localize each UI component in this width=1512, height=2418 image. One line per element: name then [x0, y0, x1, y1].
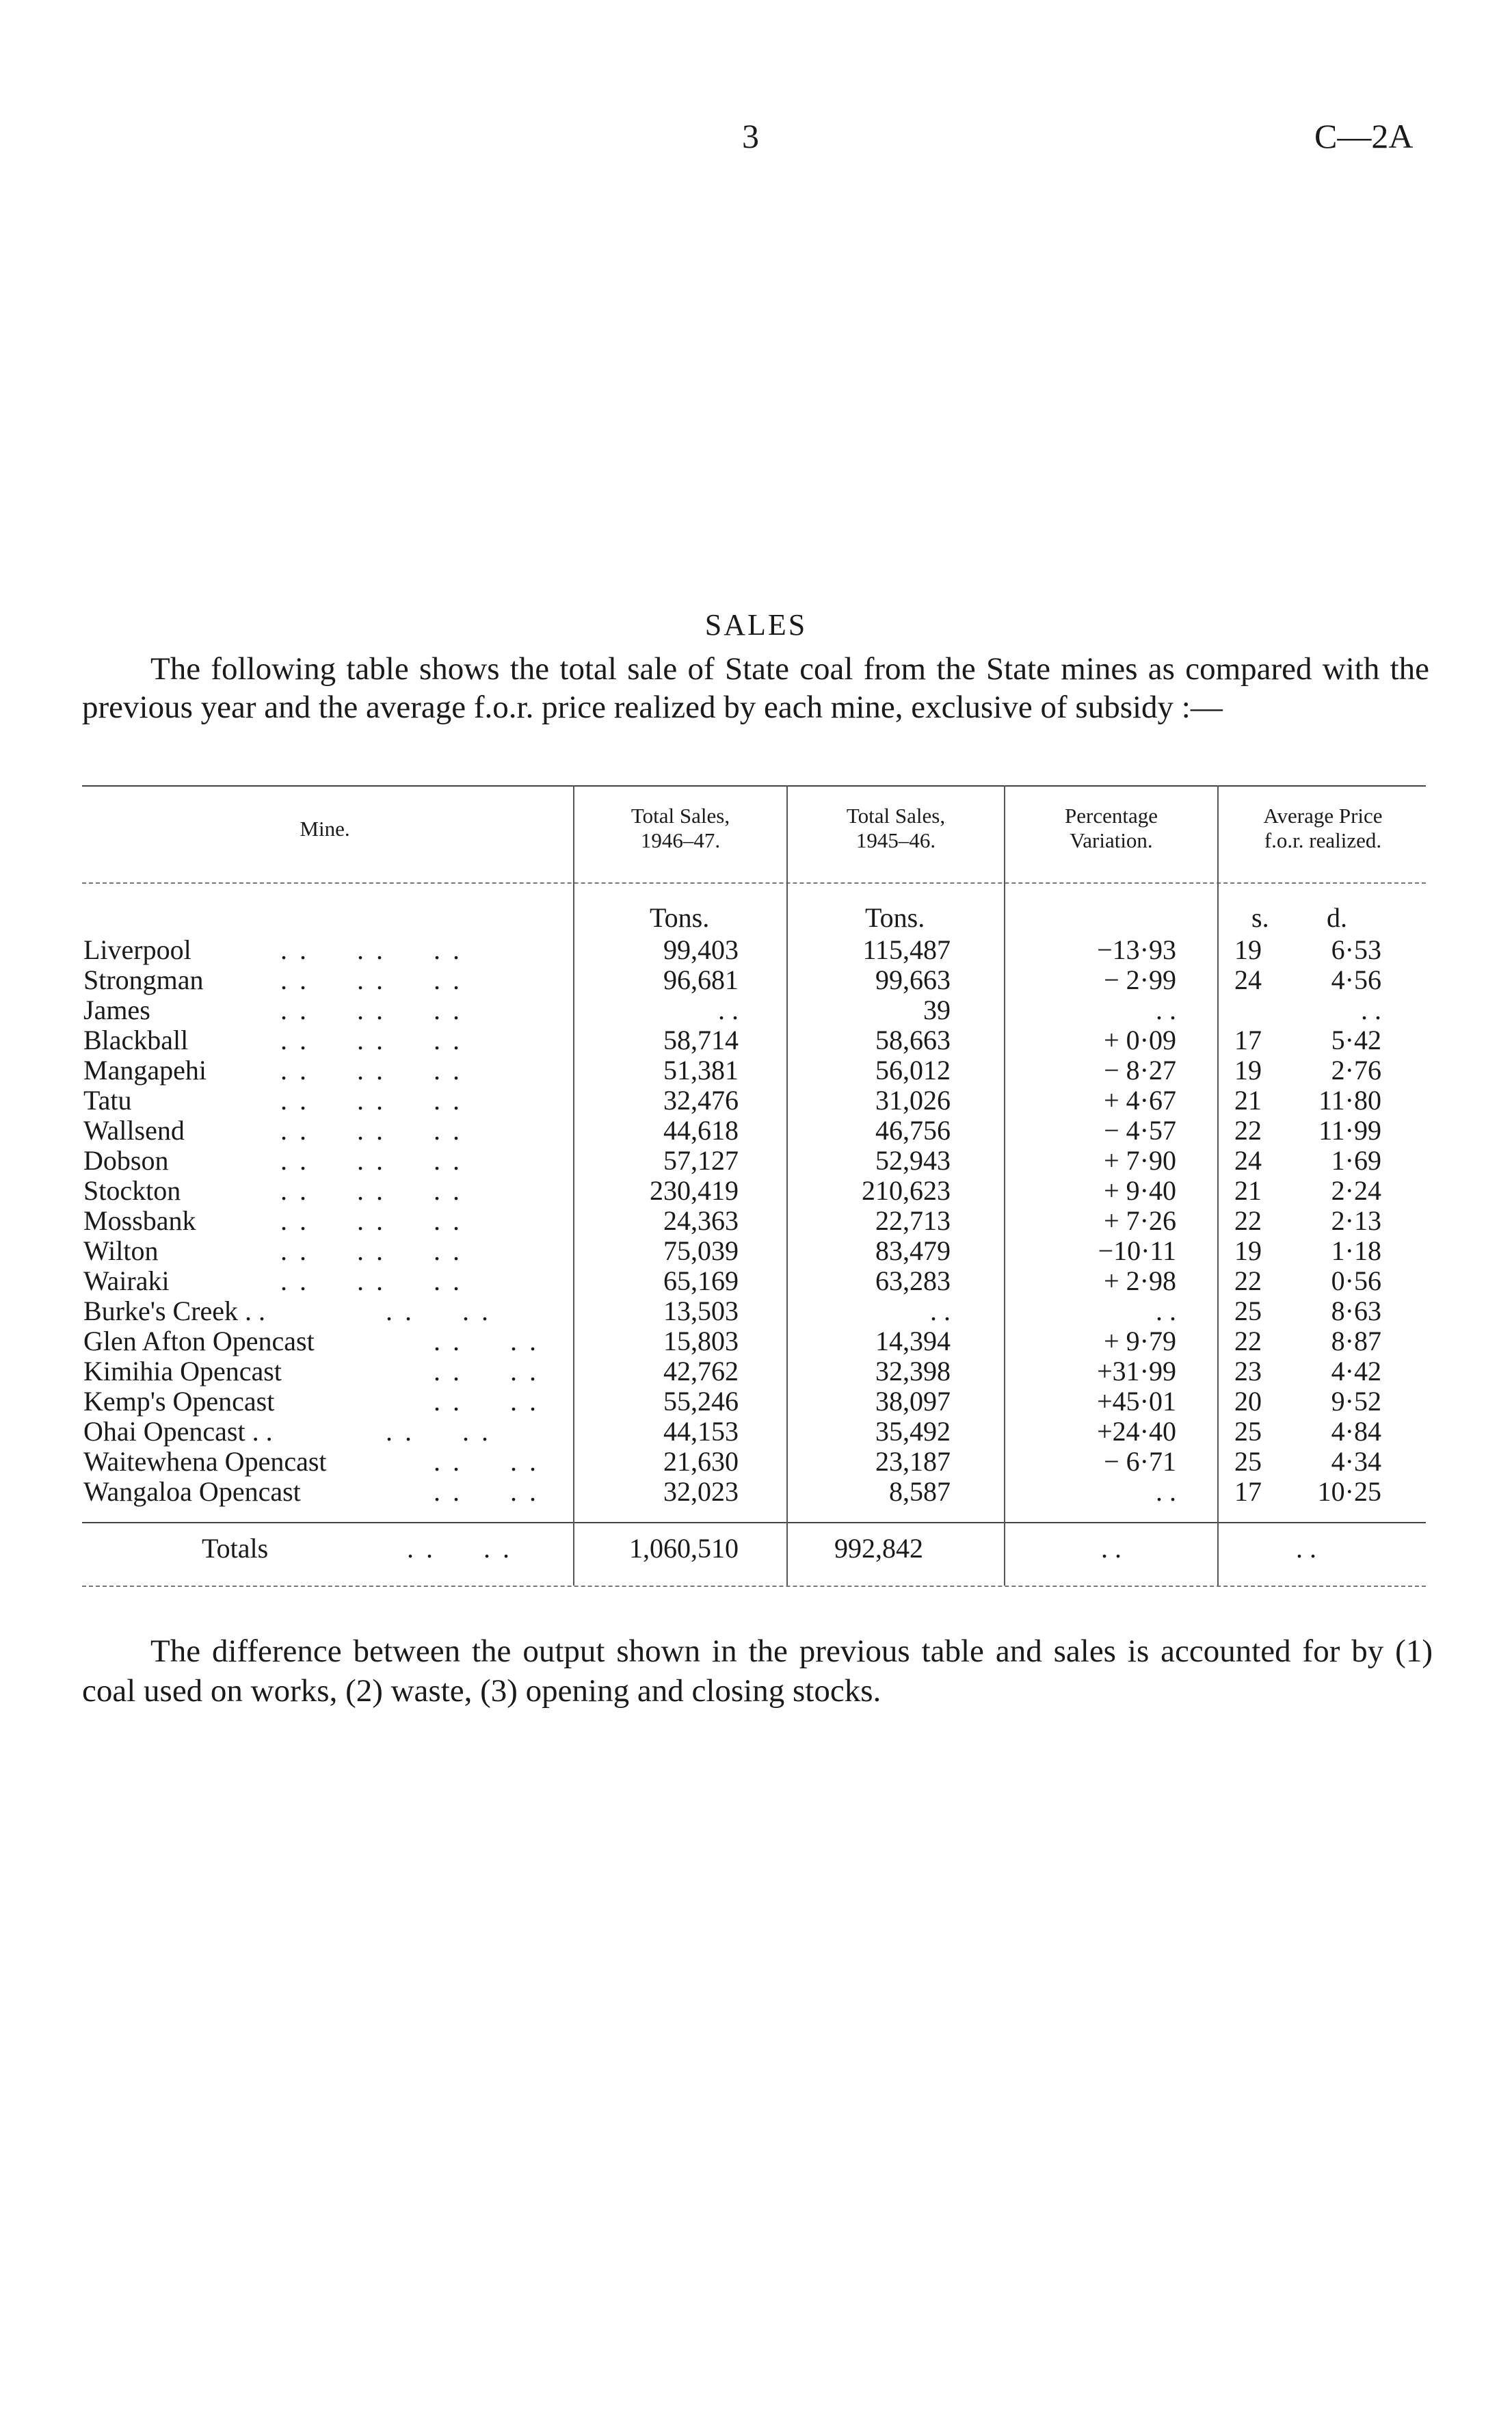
sales-1946-47: 24,363 — [663, 1205, 739, 1236]
page-number: 3 — [742, 117, 759, 155]
leader-dots: . . . . . . — [280, 1205, 462, 1236]
sales-1945-46: 83,479 — [875, 1235, 951, 1266]
sales-1946-47: 32,023 — [663, 1476, 739, 1507]
price-pence: 5·42 — [1331, 1025, 1381, 1055]
percentage-variation: + 7·90 — [1104, 1145, 1176, 1176]
price-pence: 11·99 — [1318, 1115, 1381, 1146]
unit-shillings: s. — [1251, 902, 1269, 933]
header-line: f.o.r. realized. — [1264, 828, 1382, 852]
intro-paragraph: The following table shows the total sale of State coal from the State mines as compared with the previous year and the average f.o.r. price realized by each mine, exclusive of subsidy :— — [82, 651, 1429, 725]
mine-name: Blackball — [83, 1025, 189, 1055]
closing-paragraph: The difference between the output shown in the previous table and sales is accounted for by (1) coal used on works, (2) waste, (3) opening and closing stocks. — [82, 1633, 1433, 1709]
sales-1945-46: 31,026 — [875, 1085, 951, 1116]
leader-dots: . . . . . . — [280, 964, 462, 995]
price-pence: 4·34 — [1331, 1446, 1381, 1477]
percentage-variation: +45·01 — [1097, 1386, 1176, 1417]
price-shillings: 21 — [1234, 1175, 1262, 1206]
mine-name: Dobson — [83, 1145, 169, 1176]
leader-dots: . . . . . . — [280, 1085, 462, 1116]
percentage-variation: + 7·26 — [1104, 1205, 1176, 1236]
sales-1946-47: 55,246 — [663, 1386, 739, 1417]
leader-dots: . . . . . . — [280, 1175, 462, 1206]
unit-tons-1945-46: Tons. — [865, 902, 925, 933]
percentage-variation: + 9·40 — [1104, 1175, 1176, 1206]
leader-dots: . . . . . . — [280, 1055, 462, 1086]
price-shillings: 25 — [1234, 1416, 1262, 1447]
percentage-variation: +31·99 — [1097, 1356, 1176, 1387]
totals-leader-dots: . . . . — [407, 1533, 512, 1564]
header-percentage-variation — [1005, 804, 1217, 853]
price-pence: 0·56 — [1331, 1265, 1381, 1296]
percentage-variation: + 2·98 — [1104, 1265, 1176, 1296]
price-shillings: 25 — [1234, 1296, 1262, 1326]
header-sales-1946-47 — [574, 804, 786, 853]
leader-dots: . . . . . . — [280, 934, 462, 965]
leader-dots: . . . . . . — [280, 1235, 462, 1266]
price-shillings: 19 — [1234, 934, 1262, 965]
leader-dots: . . . . — [280, 1386, 539, 1417]
sales-1946-47: 57,127 — [663, 1145, 739, 1176]
price-pence: 8·87 — [1331, 1326, 1381, 1356]
price-shillings: 22 — [1234, 1205, 1262, 1236]
totals-price: . . — [1296, 1533, 1316, 1564]
percentage-variation: − 8·27 — [1104, 1055, 1176, 1086]
header-line: Average Price — [1263, 804, 1383, 828]
price-pence: 1·69 — [1331, 1145, 1381, 1176]
totals-sales-1946-47: 1,060,510 — [629, 1533, 739, 1564]
sales-1945-46: 39 — [923, 995, 951, 1025]
mine-name: Glen Afton Opencast — [83, 1326, 315, 1356]
table-row — [0, 1024, 1512, 1054]
sales-1946-47: 42,762 — [663, 1356, 739, 1387]
header-line: Total Sales, — [631, 804, 730, 828]
price-pence: 2·13 — [1331, 1205, 1381, 1236]
mine-name: Wallsend — [83, 1115, 185, 1146]
sales-1945-46: 23,187 — [875, 1446, 951, 1477]
price-shillings: 23 — [1234, 1356, 1262, 1387]
price-shillings: 22 — [1234, 1265, 1262, 1296]
table-row — [0, 1054, 1512, 1084]
unit-pence: d. — [1327, 902, 1347, 933]
price-pence: 11·80 — [1318, 1085, 1381, 1116]
percentage-variation: . . — [1156, 1476, 1176, 1507]
leader-dots: . . . . — [280, 1356, 539, 1387]
mine-name: Stockton — [83, 1175, 181, 1206]
sales-1946-47: 21,630 — [663, 1446, 739, 1477]
sales-1945-46: 58,663 — [875, 1025, 951, 1055]
totals-row — [0, 1532, 1512, 1566]
header-line: 1945–46. — [856, 828, 936, 852]
sales-1945-46: 35,492 — [875, 1416, 951, 1447]
price-pence: 2·76 — [1331, 1055, 1381, 1086]
leader-dots: . . . . — [280, 1326, 539, 1356]
table-row — [0, 1235, 1512, 1265]
sales-1945-46: 63,283 — [875, 1265, 951, 1296]
sales-1946-47: . . — [718, 995, 739, 1025]
leader-dots: . . . . — [280, 1446, 539, 1477]
sales-1946-47: 51,381 — [663, 1055, 739, 1086]
price-shillings: 19 — [1234, 1235, 1262, 1266]
leader-dots: . . . . — [280, 1296, 491, 1326]
price-pence: 4·84 — [1331, 1416, 1381, 1447]
sales-1946-47: 32,476 — [663, 1085, 739, 1116]
sales-1945-46: 46,756 — [875, 1115, 951, 1146]
price-shillings: 17 — [1234, 1025, 1262, 1055]
table-row — [0, 994, 1512, 1024]
mine-name: Wairaki — [83, 1265, 170, 1296]
percentage-variation: −13·93 — [1097, 934, 1176, 965]
sales-1945-46: 210,623 — [862, 1175, 951, 1206]
header-line: Total Sales, — [846, 804, 946, 828]
leader-dots: . . . . . . — [280, 1025, 462, 1055]
table-row — [0, 1295, 1512, 1325]
leader-dots: . . . . . . — [280, 1265, 462, 1296]
leader-dots: . . . . . . — [280, 1115, 462, 1146]
table-row — [0, 1084, 1512, 1114]
sales-1945-46: 115,487 — [862, 934, 951, 965]
mine-name: Mossbank — [83, 1205, 196, 1236]
price-pence: 4·42 — [1331, 1356, 1381, 1387]
mine-name: Kimihia Opencast — [83, 1356, 282, 1387]
percentage-variation: + 4·67 — [1104, 1085, 1176, 1116]
mine-name: Tatu — [83, 1085, 132, 1116]
totals-variation: . . — [1101, 1533, 1122, 1564]
price-pence: 2·24 — [1331, 1175, 1381, 1206]
mine-name: Wangaloa Opencast — [83, 1476, 301, 1507]
price-shillings: 17 — [1234, 1476, 1262, 1507]
sales-1946-47: 75,039 — [663, 1235, 739, 1266]
mine-name: Mangapehi — [83, 1055, 207, 1086]
sales-1946-47: 65,169 — [663, 1265, 739, 1296]
sales-1945-46: 14,394 — [875, 1326, 951, 1356]
document-reference: C—2A — [1314, 117, 1414, 155]
percentage-variation: + 9·79 — [1104, 1326, 1176, 1356]
sales-1945-46: 8,587 — [889, 1476, 951, 1507]
price-pence: 4·56 — [1331, 964, 1381, 995]
percentage-variation: + 0·09 — [1104, 1025, 1176, 1055]
sales-1945-46: 52,943 — [875, 1145, 951, 1176]
table-row — [0, 1114, 1512, 1144]
sales-1946-47: 96,681 — [663, 964, 739, 995]
table-bottom-rule — [82, 1586, 1426, 1587]
percentage-variation: − 6·71 — [1104, 1446, 1176, 1477]
mine-name: Strongman — [83, 964, 204, 995]
header-mine: Mine. — [300, 817, 350, 841]
table-row — [0, 1475, 1512, 1506]
sales-1946-47: 13,503 — [663, 1296, 739, 1326]
sales-1946-47: 99,403 — [663, 934, 739, 965]
unit-tons-1946-47: Tons. — [650, 902, 710, 933]
percentage-variation: − 4·57 — [1104, 1115, 1176, 1146]
sales-1946-47: 44,618 — [663, 1115, 739, 1146]
header-line: Percentage — [1065, 804, 1158, 828]
sales-1945-46: 56,012 — [875, 1055, 951, 1086]
table-row — [0, 964, 1512, 994]
sales-1945-46: . . — [930, 1296, 951, 1326]
sales-1945-46: 22,713 — [875, 1205, 951, 1236]
price-shillings: 19 — [1234, 1055, 1262, 1086]
sales-1946-47: 15,803 — [663, 1326, 739, 1356]
mine-name: Waitewhena Opencast — [83, 1446, 327, 1477]
header-sales-1945-46 — [788, 804, 1004, 853]
header-average-price — [1219, 804, 1427, 853]
price-pence: 8·63 — [1331, 1296, 1381, 1326]
mine-name: James — [83, 995, 150, 1025]
percentage-variation: − 2·99 — [1104, 964, 1176, 995]
price-pence: 6·53 — [1331, 934, 1381, 965]
table-row — [0, 1445, 1512, 1475]
mine-name: Ohai Opencast . . — [83, 1416, 273, 1447]
mine-name: Liverpool — [83, 934, 191, 965]
percentage-variation: +24·40 — [1097, 1416, 1176, 1447]
table-body — [0, 934, 1512, 1506]
price-pence: 9·52 — [1331, 1386, 1381, 1417]
table-row — [0, 1415, 1512, 1445]
leader-dots: . . . . — [280, 1416, 491, 1447]
percentage-variation: −10·11 — [1098, 1235, 1176, 1266]
sales-1945-46: 38,097 — [875, 1386, 951, 1417]
totals-sales-1945-46: 992,842 — [834, 1533, 923, 1564]
price-pence: 1·18 — [1331, 1235, 1381, 1266]
header-line: 1946–47. — [640, 828, 721, 852]
table-row — [0, 1325, 1512, 1355]
leader-dots: . . . . — [280, 1476, 539, 1507]
table-row — [0, 934, 1512, 964]
price-shillings: 24 — [1234, 964, 1262, 995]
header-line: Variation. — [1070, 828, 1153, 852]
price-shillings: 21 — [1234, 1085, 1262, 1116]
price-pence: 10·25 — [1317, 1476, 1381, 1507]
leader-dots: . . . . . . — [280, 1145, 462, 1176]
table-row — [0, 1144, 1512, 1174]
price-shillings: 22 — [1234, 1115, 1262, 1146]
header-rule — [82, 882, 1426, 884]
table-row — [0, 1174, 1512, 1205]
table-top-rule — [82, 785, 1426, 787]
mine-name: Kemp's Opencast — [83, 1386, 275, 1417]
price-shillings: 25 — [1234, 1446, 1262, 1477]
table-row — [0, 1355, 1512, 1385]
table-row — [0, 1385, 1512, 1415]
sales-1946-47: 58,714 — [663, 1025, 739, 1055]
totals-rule — [82, 1522, 1426, 1523]
leader-dots: . . . . . . — [280, 995, 462, 1025]
table-row — [0, 1205, 1512, 1235]
sales-1946-47: 230,419 — [650, 1175, 739, 1206]
mine-name: Burke's Creek . . — [83, 1296, 266, 1326]
section-heading: SALES — [704, 608, 808, 642]
table-row — [0, 1265, 1512, 1295]
price-pence: . . — [1361, 995, 1381, 1025]
price-shillings: 22 — [1234, 1326, 1262, 1356]
percentage-variation: . . — [1156, 1296, 1176, 1326]
totals-label: Totals — [202, 1533, 269, 1564]
sales-1946-47: 44,153 — [663, 1416, 739, 1447]
mine-name: Wilton — [83, 1235, 159, 1266]
sales-1945-46: 32,398 — [875, 1356, 951, 1387]
price-shillings: 24 — [1234, 1145, 1262, 1176]
sales-1945-46: 99,663 — [875, 964, 951, 995]
price-shillings: 20 — [1234, 1386, 1262, 1417]
percentage-variation: . . — [1156, 995, 1176, 1025]
